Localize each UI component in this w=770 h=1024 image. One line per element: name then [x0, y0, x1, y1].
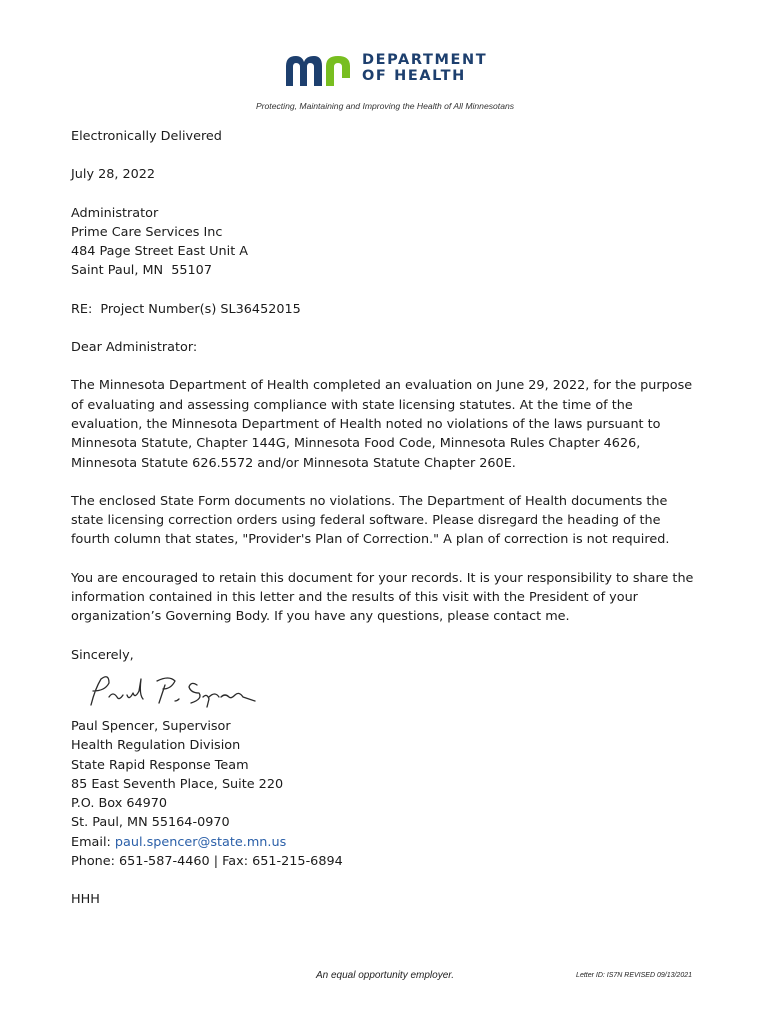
letter-id-footer: Letter ID: IS7N REVISED 09/13/2021 — [576, 972, 692, 979]
signer-name: Paul Spencer, Supervisor — [71, 718, 231, 734]
delivery-method: Electronically Delivered — [71, 129, 222, 144]
paragraph-3: You are encouraged to retain this document for your records. It is your responsibility to share the information contained in this letter and the results of this visit with the President of your organization’s Governing Body. If you have any questions, please contact me. — [71, 570, 694, 625]
logo-m-icon — [286, 56, 322, 86]
signer-city: St. Paul, MN 55164-0970 — [71, 815, 230, 831]
logo-wordmark — [362, 52, 487, 84]
tagline: Protecting, Maintaining and Improving the Health of All Minnesotans — [255, 101, 515, 111]
logo-line-1: DEPARTMENT — [362, 52, 488, 68]
letter-date: July 28, 2022 — [71, 167, 156, 183]
handwritten-signature — [79, 671, 259, 713]
signer-team: State Rapid Response Team — [71, 757, 249, 773]
recipient-city: Saint Paul, MN 55107 — [71, 263, 212, 279]
recipient-address — [71, 204, 701, 281]
signer-phone-fax: Phone: 651-587-4460 | Fax: 651-215-6894 — [71, 854, 343, 870]
signer-street: 85 East Seventh Place, Suite 220 — [71, 776, 284, 792]
email-link[interactable]: paul.spencer@state.mn.us — [114, 834, 287, 850]
salutation: Dear Administrator: — [71, 340, 198, 356]
recipient-title: Administrator — [71, 205, 159, 221]
paragraph-2: The enclosed State Form documents no violations. The Department of Health documents the state licensing correction orders using federal software. Please disregard the heading of the fourth column that states, "Provider's Plan of Correction." A plan of correction is not required. — [71, 493, 670, 548]
letter-body — [71, 127, 701, 929]
recipient-company: Prime Care Services Inc — [71, 224, 223, 240]
signer-email-line — [71, 833, 701, 852]
closing: Sincerely, — [71, 647, 134, 663]
signer-po-box: P.O. Box 64970 — [71, 796, 168, 812]
email-label: Email: — [71, 834, 115, 850]
logo-n-icon — [326, 56, 350, 86]
equal-opportunity-footer: An equal opportunity employer. — [315, 970, 455, 981]
paragraph-1: The Minnesota Department of Health completed an evaluation on June 29, 2022, for the purpose of evaluating and assessing compliance with state licensing statutes. At the time of the evaluation, the Minnesota Department of Health noted no violations of the laws pursuant to Minnesota Statute, Chapter 144G, Minnesota Food Code, Minnesota Rules Chapter 4626, Minnesota Statute 626.5572 and/or Minnesota Statute Chapter 260E. — [71, 378, 693, 471]
logo-line-2: OF HEALTH — [362, 68, 466, 84]
signer-division: Health Regulation Division — [71, 738, 241, 754]
recipient-street: 484 Page Street East Unit A — [71, 244, 249, 260]
signer-block — [71, 717, 701, 871]
re-line: RE: Project Number(s) SL36452015 — [71, 301, 301, 317]
typist-initials: HHH — [71, 892, 100, 908]
